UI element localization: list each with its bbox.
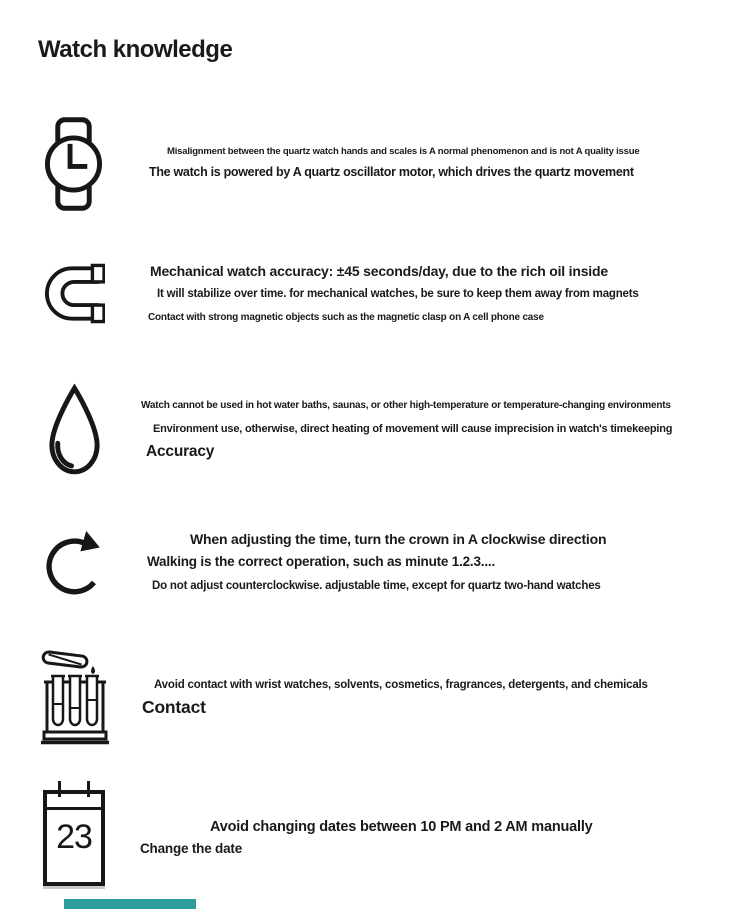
calendar-header [47,794,101,810]
temperature-sub-text: Environment use, otherwise, direct heating of movement will cause imprecision in watch's timekeeping [153,423,673,435]
temperature-keyword-text: Accuracy [146,443,215,460]
calendar-icon [43,790,105,886]
quartz-note-text: Misalignment between the quartz watch hands and scales is A normal phenomenon and is not A quality issue [167,146,640,157]
water-drop-icon [45,383,104,477]
date-sub-text: Change the date [140,841,243,856]
page-title: Watch knowledge [38,36,233,63]
footer-accent-bar [64,899,196,909]
magnet-icon [45,263,105,324]
adjust-note-text: Do not adjust counterclockwise. adjustable time, except for quartz two-hand watches [152,580,601,592]
wristwatch-icon [44,116,103,212]
quartz-main-text: The watch is powered by A quartz oscillator motor, which drives the quartz movement [149,165,634,179]
adjust-sub-text: Walking is the correct operation, such as minute 1.2.3.... [147,554,495,569]
contact-sub-text: Avoid contact with wrist watches, solvents, cosmetics, fragrances, detergents, and chemicals [154,679,648,691]
magnet-headline-text: Mechanical watch accuracy: ±45 seconds/day, due to the rich oil inside [150,263,608,279]
date-headline-text: Avoid changing dates between 10 PM and 2 AM manually [210,819,593,835]
calendar-pin-icon [87,781,90,797]
magnet-sub-text: It will stabilize over time. for mechanical watches, be sure to keep them away from magnets [157,288,639,300]
calendar-pin-icon [58,781,61,797]
magnet-note-text: Contact with strong magnetic objects such as the magnetic clasp on A cell phone case [148,312,544,323]
calendar-date-number: 23 [56,818,92,856]
contact-keyword-text: Contact [142,697,206,717]
clockwise-rotation-icon [45,528,104,600]
adjust-headline-text: When adjusting the time, turn the crown in A clockwise direction [190,531,607,547]
test-tubes-icon [41,648,109,745]
temperature-note-text: Watch cannot be used in hot water baths, saunas, or other high-temperature or temperature-changing environments [141,400,671,411]
